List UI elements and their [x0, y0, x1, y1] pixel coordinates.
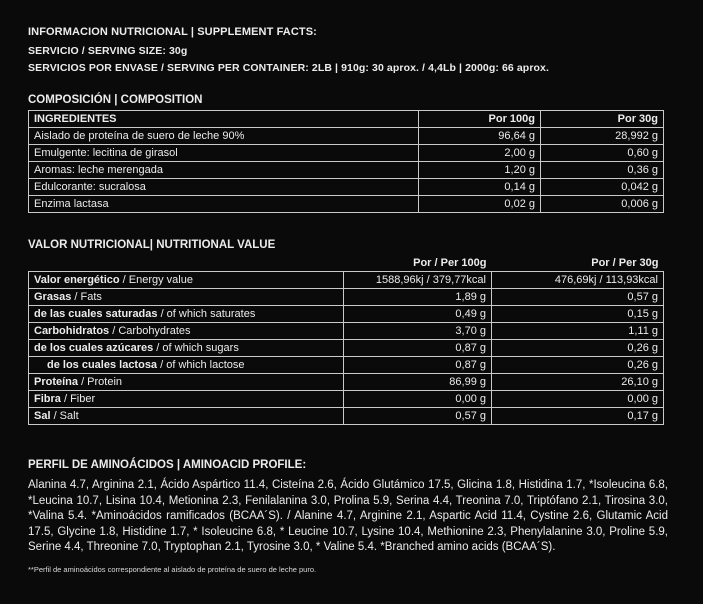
col-per-30g: Por 30g — [541, 111, 664, 128]
empty-header-cell — [29, 255, 344, 272]
value-per-100g: 0,57 g — [344, 408, 492, 425]
value-per-100g: 96,64 g — [419, 128, 541, 145]
supplement-facts-title: INFORMACION NUTRICIONAL | SUPPLEMENT FACTS: — [28, 26, 317, 38]
value-per-100g: 3,70 g — [344, 323, 492, 340]
value-per-30g: 476,69kj / 113,93kcal — [492, 272, 664, 289]
value-per-30g: 0,042 g — [541, 179, 664, 196]
nutrient-label: Sal / Salt — [29, 408, 344, 425]
table-row — [29, 162, 664, 179]
value-per-100g: 1,89 g — [344, 289, 492, 306]
table-row — [29, 196, 664, 213]
value-per-100g: 0,14 g — [419, 179, 541, 196]
nutritional-value-heading: VALOR NUTRICIONAL| NUTRITIONAL VALUE — [28, 239, 276, 251]
value-per-30g: 28,992 g — [541, 128, 664, 145]
value-per-100g: 86,99 g — [344, 374, 492, 391]
value-per-30g: 0,17 g — [492, 408, 664, 425]
ingredient-name: Edulcorante: sucralosa — [29, 179, 419, 196]
table-row — [29, 145, 664, 162]
composition-table — [28, 110, 664, 213]
nutrient-label: de las cuales saturadas / of which saturates — [29, 306, 344, 323]
composition-header-row — [29, 111, 664, 128]
value-per-30g: 1,11 g — [492, 323, 664, 340]
value-per-100g: 0,02 g — [419, 196, 541, 213]
col-per-100g: Por / Per 100g — [413, 257, 487, 269]
ingredient-name: Aromas: leche merengada — [29, 162, 419, 179]
table-row — [29, 289, 664, 306]
value-per-100g: 2,00 g — [419, 145, 541, 162]
col-ingredients: INGREDIENTES — [29, 111, 419, 128]
nutrition-header-row — [29, 255, 664, 272]
table-row — [29, 340, 664, 357]
table-row — [29, 179, 664, 196]
table-row — [29, 128, 664, 145]
amino-footnote: **Perfil de aminoácidos correspondiente al aislado de proteína de suero de leche puro. — [28, 564, 317, 574]
nutritional-value-table — [28, 255, 664, 425]
nutrient-label: Grasas / Fats — [29, 289, 344, 306]
amino-profile-text: Alanina 4.7, Arginina 2.1, Ácido Aspártico 11.4, Cisteína 2.6, Ácido Glutámico 17.5, Glicina 1.8, Histidina 1.7, *Isoleucina 6.8, *Leucina 10.7, Lisina 10.4, Metionina 2.3, Fenilalanina 3.0, Prolina 5.9, Serina 4.4, Treonina 7.0, Triptófano 2.1, Tirosina 3.0, *Valina 5.4. *Aminoácidos ramificados (BCAA´S). / Alanine 4.7, Arginine 2.1, Aspartic Acid 11.4, Cystine 2.6, Glutamic Acid 17.5, Glycine 1.8, Histidine 1.7, * Isoleucine 6.8, * Leucine 10.7, Lysine 10.4, Methionine 2.3, Phenylalanine 3.0, Proline 5.9, Serine 4.4, Threonine 7.0, Tryptophan 2.1, Tyrosine 3.0, * Valine 5.4. *Branched amino acids (BCAA´S). — [28, 479, 668, 553]
value-per-30g: 0,15 g — [492, 306, 664, 323]
table-row — [29, 374, 664, 391]
serving-size-line: SERVICIO / SERVING SIZE: 30g — [28, 45, 188, 57]
value-per-100g: 1,20 g — [419, 162, 541, 179]
value-per-30g: 0,26 g — [492, 340, 664, 357]
ingredient-name: Emulgente: lecitina de girasol — [29, 145, 419, 162]
table-row — [29, 408, 664, 425]
nutrient-label: Carbohidratos / Carbohydrates — [29, 323, 344, 340]
table-row — [29, 357, 664, 374]
composition-heading: COMPOSICIÓN | COMPOSITION — [28, 94, 203, 106]
value-per-100g: 0,00 g — [344, 391, 492, 408]
table-row — [29, 323, 664, 340]
value-per-30g: 0,36 g — [541, 162, 664, 179]
amino-profile-heading: PERFIL DE AMINOÁCIDOS | AMINOACID PROFILE: — [28, 459, 307, 471]
ingredient-name: Aislado de proteína de suero de leche 90% — [29, 128, 419, 145]
value-per-100g: 1588,96kj / 379,77kcal — [344, 272, 492, 289]
value-per-30g: 0,60 g — [541, 145, 664, 162]
nutrient-label: de los cuales azúcares / of which sugars — [29, 340, 344, 357]
value-per-100g: 0,87 g — [344, 340, 492, 357]
value-per-30g: 0,57 g — [492, 289, 664, 306]
col-per-30g: Por / Per 30g — [591, 257, 659, 269]
col-per-100g: Por 100g — [419, 111, 541, 128]
table-row — [29, 272, 664, 289]
value-per-30g: 0,00 g — [492, 391, 664, 408]
value-per-30g: 0,006 g — [541, 196, 664, 213]
value-per-30g: 26,10 g — [492, 374, 664, 391]
table-row — [29, 391, 664, 408]
nutrient-label: Fibra / Fiber — [29, 391, 344, 408]
nutrient-label: Valor energético / Energy value — [29, 272, 344, 289]
nutrient-label: de los cuales lactosa / of which lactose — [29, 357, 344, 374]
ingredient-name: Enzima lactasa — [29, 196, 419, 213]
value-per-100g: 0,49 g — [344, 306, 492, 323]
value-per-30g: 0,26 g — [492, 357, 664, 374]
nutrient-label: Proteína / Protein — [29, 374, 344, 391]
value-per-100g: 0,87 g — [344, 357, 492, 374]
table-row — [29, 306, 664, 323]
servings-per-container-line: SERVICIOS POR ENVASE / SERVING PER CONTAINER: 2LB | 910g: 30 aprox. / 4,4Lb | 2000g: 66 aprox. — [28, 62, 549, 74]
